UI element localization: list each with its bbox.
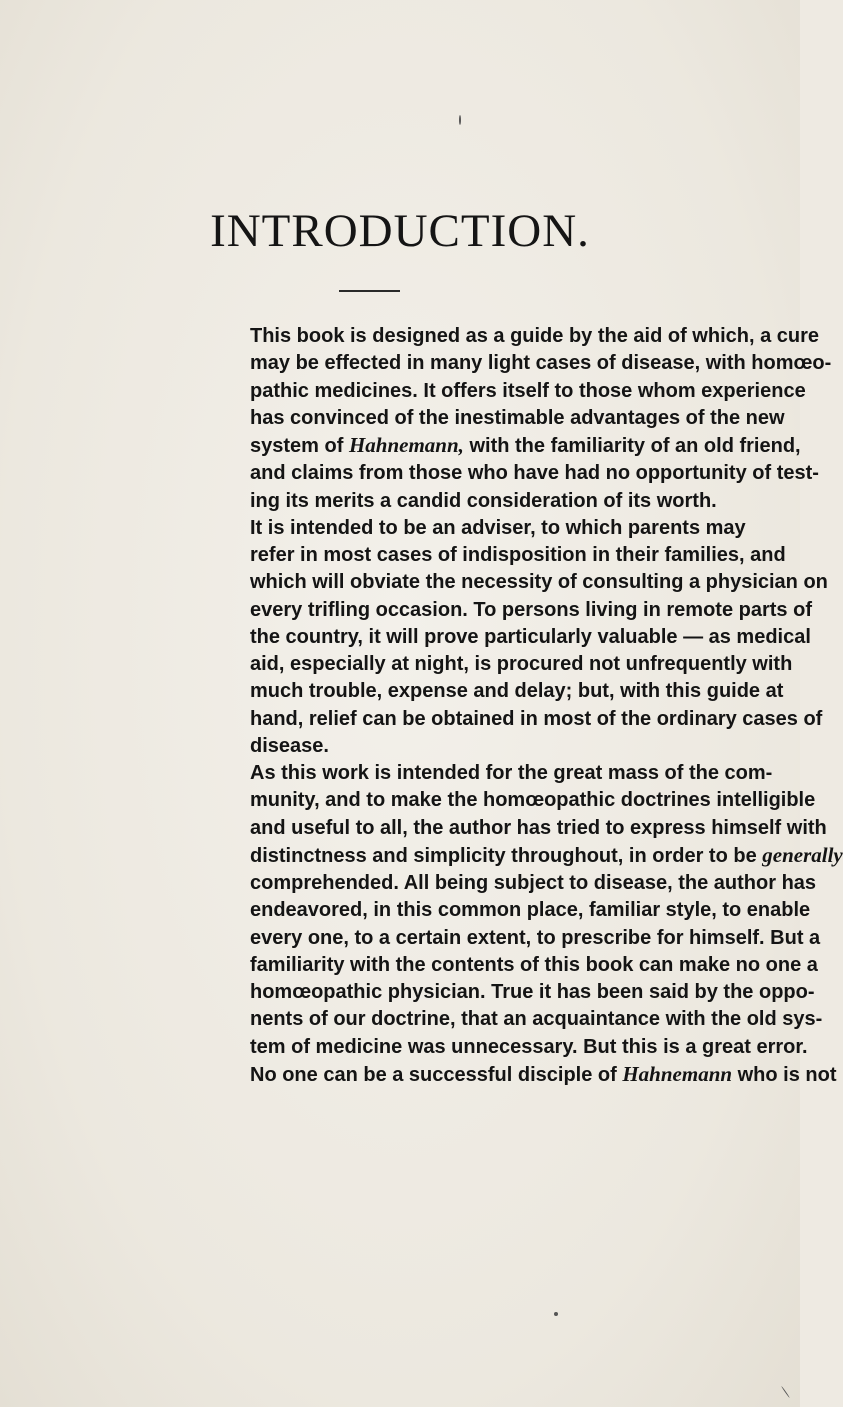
text-line: hand, relief can be obtained in most of the ordinary cases of <box>250 707 823 730</box>
text-line: This book is designed as a guide by the aid of which, a cure <box>250 325 820 347</box>
text-line <box>250 1061 837 1089</box>
text-line: tem of medicine was unnecessary. But this is a great error. <box>250 1035 808 1058</box>
text-segment: No one can be a successful disciple of <box>250 1063 623 1086</box>
page-title: INTRODUCTION. <box>210 205 590 257</box>
text-segment: distinctness and simplicity throughout, in order to be <box>250 844 763 867</box>
text-line: may be effected in many light cases of disease, with homœo- <box>250 352 832 375</box>
page-speck <box>781 1386 790 1398</box>
text-line: endeavored, in this common place, familiar style, to enable <box>250 899 811 922</box>
page-speck <box>459 115 461 125</box>
introduction-text <box>250 323 843 1089</box>
text-segment: with the familiarity of an old friend, <box>463 435 801 457</box>
text-segment: system of <box>250 435 349 457</box>
text-line: disease. <box>250 734 329 757</box>
text-line: every one, to a certain extent, to prescribe for himself. But a <box>250 926 821 949</box>
text-line: has convinced of the inestimable advantages of the new <box>250 406 785 429</box>
title-rule <box>339 290 400 292</box>
emphasis-generally: generally <box>762 842 843 867</box>
text-line <box>250 842 843 870</box>
text-line: much trouble, expense and delay; but, with this guide at <box>250 680 784 703</box>
text-line: aid, especially at night, is procured not unfrequently with <box>250 653 793 675</box>
text-line: refer in most cases of indisposition in their families, and <box>250 544 786 566</box>
emphasis-hahnemann: Hahnemann <box>622 1061 733 1086</box>
text-line: It is intended to be an adviser, to which parents may <box>250 516 746 539</box>
text-line: homœopathic physician. True it has been said by the oppo- <box>250 981 815 1003</box>
text-line <box>250 432 803 460</box>
text-line: the country, it will prove particularly valuable — as medical <box>250 625 811 648</box>
text-line: every trifling occasion. To persons living in remote parts of <box>250 598 812 621</box>
text-line: comprehended. All being subject to disease, the author has <box>250 872 817 894</box>
text-line: which will obviate the necessity of consulting a physician on <box>250 571 828 594</box>
page-speck <box>554 1312 558 1316</box>
text-line: ing its merits a candid consideration of its worth. <box>250 489 717 512</box>
text-line: pathic medicines. It offers itself to those whom experience <box>250 379 806 402</box>
text-line: munity, and to make the homœopathic doctrines intelligible <box>250 789 816 812</box>
text-line: familiarity with the contents of this book can make no one a <box>250 953 818 976</box>
text-line: As this work is intended for the great mass of the com- <box>250 762 773 784</box>
text-line: nents of our doctrine, that an acquaintance with the old sys- <box>250 1008 823 1031</box>
emphasis-hahnemann: Hahnemann, <box>348 433 464 457</box>
text-segment: who is not <box>732 1063 837 1086</box>
text-line: and claims from those who have had no opportunity of test- <box>250 462 819 485</box>
text-line: and useful to all, the author has tried to express himself with <box>250 816 827 839</box>
